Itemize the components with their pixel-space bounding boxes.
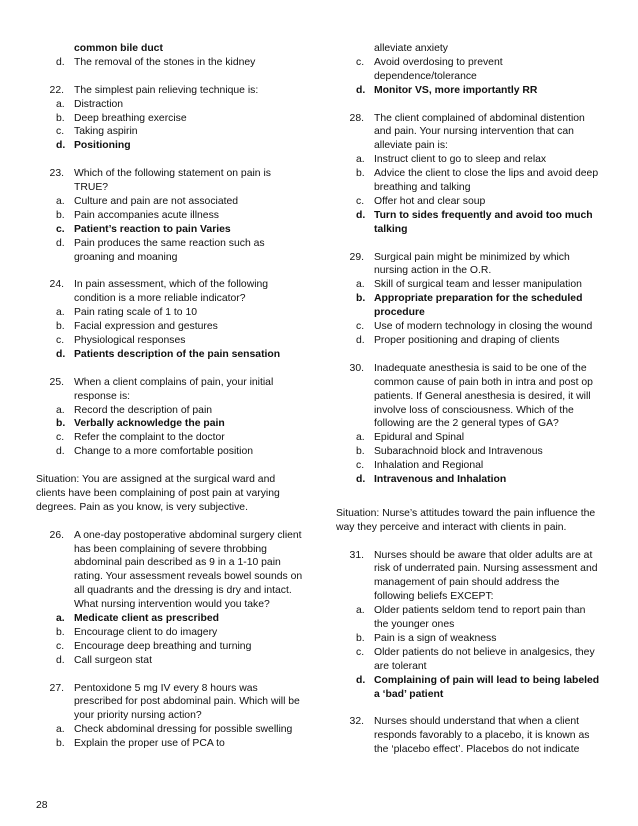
option-letter: d. bbox=[56, 140, 66, 152]
option bbox=[36, 56, 306, 70]
question-25-options bbox=[36, 404, 306, 460]
option-letter: a. bbox=[56, 195, 65, 207]
option-letter: d. bbox=[56, 348, 66, 360]
option-text: Older patients do not believe in analgesics, they are tolerant bbox=[374, 646, 595, 672]
option bbox=[36, 723, 306, 737]
option-letter: a. bbox=[356, 605, 365, 617]
option bbox=[36, 306, 306, 320]
option-letter: d. bbox=[56, 237, 65, 249]
option-letter: a. bbox=[56, 307, 65, 319]
continued-options-right bbox=[336, 42, 602, 98]
option-letter: a. bbox=[56, 724, 65, 736]
option-letter: b. bbox=[56, 321, 65, 333]
option bbox=[36, 112, 306, 126]
option bbox=[336, 42, 602, 56]
question-stem: The client complained of abdominal distention and pain. Your nursing intervention that can alleviate pain is: bbox=[374, 112, 585, 152]
option-text: Complaining of pain will lead to being labeled a ‘bad’ patient bbox=[374, 674, 600, 700]
option-answer bbox=[36, 612, 306, 626]
option bbox=[36, 42, 306, 56]
question-30 bbox=[336, 362, 602, 432]
question-27-options bbox=[36, 723, 306, 751]
question-number: 32. bbox=[349, 716, 364, 728]
option-letter: c. bbox=[356, 195, 365, 207]
option-text: Offer hot and clear soup bbox=[374, 195, 486, 207]
option-text: Medicate client as prescribed bbox=[74, 613, 219, 625]
question-number: 25. bbox=[49, 376, 64, 388]
question-32 bbox=[336, 715, 602, 757]
option-text: Pain accompanies acute illness bbox=[74, 209, 219, 221]
option-letter: b. bbox=[56, 626, 65, 638]
option bbox=[36, 640, 306, 654]
option-text: Facial expression and gestures bbox=[74, 321, 218, 333]
option bbox=[36, 431, 306, 445]
option-letter: c. bbox=[56, 640, 65, 652]
question-stem: When a client complains of pain, your initial response is: bbox=[74, 376, 274, 402]
option-text: Explain the proper use of PCA to bbox=[74, 738, 225, 750]
option-answer bbox=[36, 417, 306, 431]
option-text: Pain produces the same reaction such as groaning and moaning bbox=[74, 237, 265, 263]
option-text: Positioning bbox=[74, 140, 131, 152]
option-letter: a. bbox=[356, 154, 365, 166]
question-31-options bbox=[336, 604, 602, 701]
option bbox=[336, 278, 602, 292]
option bbox=[336, 445, 602, 459]
option-text: Encourage client to do imagery bbox=[74, 626, 218, 638]
question-stem: Pentoxidone 5 mg IV every 8 hours was prescribed for post abdominal pain. Which will be your priority nursing action? bbox=[74, 682, 300, 722]
option bbox=[36, 195, 306, 209]
option bbox=[36, 237, 306, 265]
option-letter: d. bbox=[56, 654, 65, 666]
option-text: Older patients seldom tend to report pain than the younger ones bbox=[374, 605, 586, 631]
option-letter: d. bbox=[356, 209, 366, 221]
question-stem: The simplest pain relieving technique is: bbox=[74, 84, 259, 96]
question-29-options bbox=[336, 278, 602, 348]
question-22-options bbox=[36, 98, 306, 154]
option-text: Verbally acknowledge the pain bbox=[74, 418, 225, 430]
situation-paragraph: Situation: Nurse’s attitudes toward the pain influence the way they perceive and interact with clients in pain. bbox=[336, 507, 596, 533]
option bbox=[36, 320, 306, 334]
situation-paragraph: Situation: You are assigned at the surgical ward and clients have been complaining of post pain at varying degrees. Pain as you know, is very subjective. bbox=[36, 474, 280, 513]
question-stem: Which of the following statement on pain is TRUE? bbox=[74, 168, 271, 194]
option-answer bbox=[36, 139, 306, 153]
option-answer bbox=[336, 84, 602, 98]
option bbox=[36, 654, 306, 668]
option bbox=[336, 459, 602, 473]
question-23 bbox=[36, 167, 306, 195]
option-text: Intravenous and Inhalation bbox=[374, 474, 507, 486]
question-number: 31. bbox=[349, 549, 364, 561]
option-text: Subarachnoid block and Intravenous bbox=[374, 446, 543, 458]
question-number: 27. bbox=[49, 682, 64, 694]
option bbox=[336, 153, 602, 167]
option bbox=[336, 334, 602, 348]
option-letter: a. bbox=[56, 613, 65, 625]
question-number: 29. bbox=[349, 251, 364, 263]
option-letter: a. bbox=[56, 404, 65, 416]
option bbox=[36, 404, 306, 418]
option-text: Culture and pain are not associated bbox=[74, 195, 239, 207]
option-letter: c. bbox=[356, 56, 365, 68]
option-letter: b. bbox=[56, 738, 65, 750]
option bbox=[336, 167, 602, 195]
option-text: Refer the complaint to the doctor bbox=[74, 432, 225, 444]
left-column bbox=[36, 42, 306, 751]
question-stem: Nurses should understand that when a client responds favorably to a placebo, it is known as the ‘placebo effect’. Placebos do not indicate bbox=[374, 716, 590, 756]
question-stem: Surgical pain might be minimized by which nursing action in the O.R. bbox=[374, 251, 570, 277]
option-text: Encourage deep breathing and turning bbox=[74, 640, 252, 652]
option-letter: b. bbox=[56, 112, 65, 124]
option-text: Taking aspirin bbox=[74, 126, 138, 138]
option-letter: b. bbox=[356, 632, 365, 644]
option-letter: b. bbox=[356, 168, 365, 180]
option-letter: b. bbox=[356, 293, 366, 305]
option bbox=[36, 334, 306, 348]
option-answer bbox=[336, 292, 602, 320]
question-stem: Inadequate anesthesia is said to be one of the common cause of pain both in intra and post op patients. If General anesthesia is desired, it will involve loss of consciousness. Which of the following are the 2 general types of GA? bbox=[374, 362, 593, 430]
option-letter: d. bbox=[356, 674, 366, 686]
option bbox=[36, 737, 306, 751]
option-text: Physiological responses bbox=[74, 334, 186, 346]
question-27 bbox=[36, 682, 306, 724]
option-letter: a. bbox=[356, 432, 365, 444]
option bbox=[36, 626, 306, 640]
question-23-options bbox=[36, 195, 306, 265]
option-letter: c. bbox=[56, 334, 65, 346]
option-text: The removal of the stones in the kidney bbox=[74, 56, 256, 68]
option bbox=[336, 632, 602, 646]
option bbox=[336, 320, 602, 334]
option-text: Advice the client to close the lips and avoid deep breathing and talking bbox=[374, 168, 599, 194]
option-text: Distraction bbox=[74, 98, 124, 110]
option-letter: c. bbox=[56, 432, 65, 444]
option-text: Instruct client to go to sleep and relax bbox=[374, 154, 547, 166]
option-answer bbox=[36, 348, 306, 362]
option-letter: c. bbox=[56, 223, 65, 235]
question-stem: In pain assessment, which of the following condition is a more reliable indicator? bbox=[74, 279, 269, 305]
option bbox=[36, 98, 306, 112]
option-letter: b. bbox=[56, 209, 65, 221]
option-letter: b. bbox=[56, 418, 66, 430]
option-text: Call surgeon stat bbox=[74, 654, 152, 666]
option bbox=[336, 56, 602, 84]
question-number: 23. bbox=[49, 168, 64, 180]
option bbox=[336, 646, 602, 674]
question-number: 22. bbox=[49, 84, 64, 96]
question-26 bbox=[36, 529, 306, 612]
question-30-options bbox=[336, 431, 602, 487]
option-letter: d. bbox=[356, 335, 365, 346]
option-letter: a. bbox=[56, 98, 65, 110]
question-24-options bbox=[36, 306, 306, 362]
option-text: Pain is a sign of weakness bbox=[374, 632, 497, 644]
option bbox=[36, 209, 306, 223]
option-text: Epidural and Spinal bbox=[374, 432, 465, 444]
question-number: 26. bbox=[49, 529, 64, 541]
question-28 bbox=[336, 112, 602, 154]
question-24 bbox=[36, 278, 306, 306]
question-stem: Nurses should be aware that older adults are at risk of underrated pain. Nursing assessment and management of pain should address the following beliefs EXCEPT: bbox=[374, 549, 598, 603]
option-letter: d. bbox=[56, 56, 65, 68]
option-letter: d. bbox=[356, 84, 366, 96]
option-text: Use of modern technology in closing the wound bbox=[374, 321, 593, 333]
option-letter: c. bbox=[356, 460, 365, 472]
question-number: 30. bbox=[349, 362, 364, 374]
option-text: Change to a more comfortable position bbox=[74, 446, 254, 458]
page-number: 28 bbox=[36, 800, 48, 811]
option-text: Deep breathing exercise bbox=[74, 112, 187, 124]
option-text: Monitor VS, more importantly RR bbox=[374, 84, 538, 96]
question-29 bbox=[336, 251, 602, 279]
right-column bbox=[336, 42, 602, 757]
option-text: Proper positioning and draping of clients bbox=[374, 335, 560, 346]
option-answer bbox=[36, 223, 306, 237]
question-number: 24. bbox=[49, 279, 64, 291]
option bbox=[336, 195, 602, 209]
option-letter: c. bbox=[56, 126, 65, 138]
question-25 bbox=[36, 376, 306, 404]
option bbox=[36, 445, 306, 459]
option-letter: d. bbox=[356, 474, 366, 486]
question-31 bbox=[336, 549, 602, 605]
option-letter: c. bbox=[356, 321, 365, 333]
option bbox=[336, 431, 602, 445]
question-stem: A one-day postoperative abdominal surgery client has been complaining of severe throbbing abdominal pain described as 9 in a 1-10 pain rating. Your assessment reveals bowel sounds on all quadrants and the dressing is dry and intact. What nursing intervention would you take? bbox=[74, 529, 303, 611]
option bbox=[36, 125, 306, 139]
option-text: alleviate anxiety bbox=[374, 43, 448, 54]
option-answer bbox=[336, 473, 602, 487]
option-answer bbox=[336, 674, 602, 702]
option-letter: a. bbox=[356, 279, 365, 291]
option-text: common bile duct bbox=[74, 43, 163, 54]
continued-options-left bbox=[36, 42, 306, 70]
question-28-options bbox=[336, 153, 602, 236]
option-text: Appropriate preparation for the scheduled procedure bbox=[374, 293, 583, 319]
option-text: Skill of surgical team and lesser manipulation bbox=[374, 279, 582, 291]
option-letter: d. bbox=[56, 446, 65, 458]
option-letter: b. bbox=[356, 446, 365, 458]
option-letter: c. bbox=[356, 646, 365, 658]
option-text: Pain rating scale of 1 to 10 bbox=[74, 307, 198, 319]
option-text: Patients description of the pain sensation bbox=[74, 348, 281, 360]
option-answer bbox=[336, 209, 602, 237]
question-22 bbox=[36, 84, 306, 98]
option bbox=[336, 604, 602, 632]
question-26-options bbox=[36, 612, 306, 668]
option-text: Turn to sides frequently and avoid too much talking bbox=[374, 209, 593, 235]
option-text: Inhalation and Regional bbox=[374, 460, 484, 472]
option-text: Avoid overdosing to prevent dependence/tolerance bbox=[374, 56, 503, 82]
question-number: 28. bbox=[349, 112, 364, 124]
option-text: Record the description of pain bbox=[74, 404, 213, 416]
option-text: Check abdominal dressing for possible swelling bbox=[74, 724, 293, 736]
option-text: Patient’s reaction to pain Varies bbox=[74, 223, 231, 235]
